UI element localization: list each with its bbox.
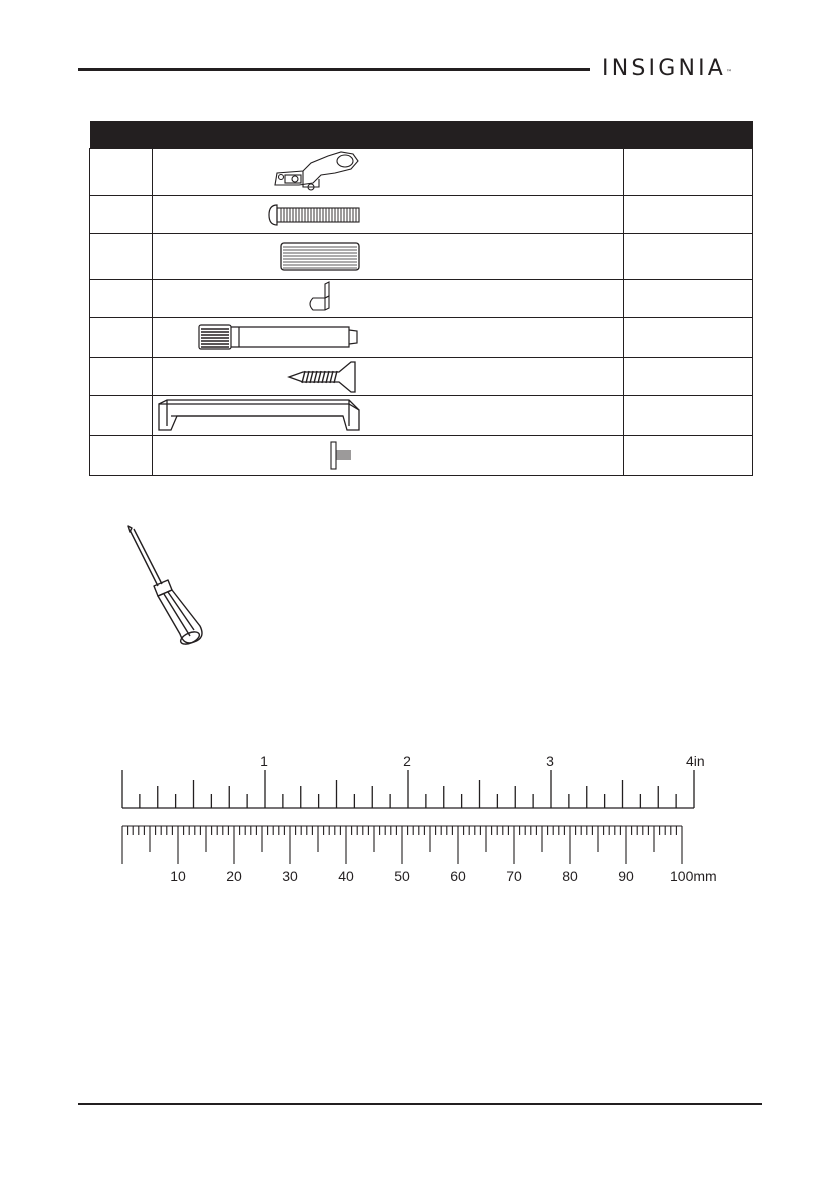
table-row [90, 318, 753, 358]
mm-label: 50 [394, 868, 410, 884]
table-row [90, 149, 753, 196]
shelf-pin-icon [153, 280, 621, 318]
inch-label: 1 [260, 753, 268, 769]
part-qty-cell [623, 196, 752, 234]
mm-label: 100mm [670, 868, 717, 884]
inch-label: 2 [403, 753, 411, 769]
wood-screw-icon [153, 358, 621, 396]
part-id-cell [90, 149, 153, 196]
part-image-cell [153, 436, 623, 476]
inch-label: 3 [546, 753, 554, 769]
mm-label: 10 [170, 868, 186, 884]
measurement-ruler [110, 750, 750, 890]
table-header-cell [90, 121, 753, 149]
mm-label: 70 [506, 868, 522, 884]
part-qty-cell [623, 436, 752, 476]
phillips-screwdriver-icon [118, 522, 218, 652]
parts-table [89, 121, 753, 476]
brand-logo [602, 56, 732, 82]
part-id-cell [90, 358, 153, 396]
part-id-cell [90, 196, 153, 234]
table-row [90, 280, 753, 318]
part-qty-cell [623, 358, 752, 396]
part-image-cell [153, 318, 623, 358]
mm-scale [122, 826, 682, 864]
mm-label: 90 [618, 868, 634, 884]
header-rule [78, 68, 590, 71]
part-qty-cell [623, 396, 752, 436]
table-row [90, 358, 753, 396]
trademark-symbol: ™ [726, 69, 733, 76]
part-qty-cell [623, 280, 752, 318]
table-row [90, 234, 753, 280]
part-image-cell [153, 234, 623, 280]
mm-label: 30 [282, 868, 298, 884]
handle-icon [153, 396, 621, 436]
table-row [90, 196, 753, 234]
part-qty-cell [623, 234, 752, 280]
table-header-row [90, 121, 753, 149]
part-qty-cell [623, 318, 752, 358]
mm-label: 20 [226, 868, 242, 884]
cabinet-hinge-icon [153, 149, 621, 196]
brand-name: INSIGNIA [602, 56, 727, 81]
part-image-cell [153, 280, 623, 318]
mm-label: 40 [338, 868, 354, 884]
part-image-cell [153, 149, 623, 196]
small-screw-icon [153, 436, 621, 476]
part-image-cell [153, 196, 623, 234]
inch-label: 4in [686, 753, 705, 769]
part-image-cell [153, 396, 623, 436]
bolt-icon [153, 196, 621, 234]
cam-bolt-icon [153, 318, 621, 358]
part-id-cell [90, 234, 153, 280]
footer-rule [78, 1103, 762, 1105]
part-id-cell [90, 318, 153, 358]
part-qty-cell [623, 149, 752, 196]
part-id-cell [90, 280, 153, 318]
inch-scale [122, 770, 694, 808]
part-image-cell [153, 358, 623, 396]
part-id-cell [90, 396, 153, 436]
table-row [90, 396, 753, 436]
part-id-cell [90, 436, 153, 476]
wood-dowel-icon [153, 234, 621, 280]
mm-label: 80 [562, 868, 578, 884]
mm-label: 60 [450, 868, 466, 884]
table-row [90, 436, 753, 476]
